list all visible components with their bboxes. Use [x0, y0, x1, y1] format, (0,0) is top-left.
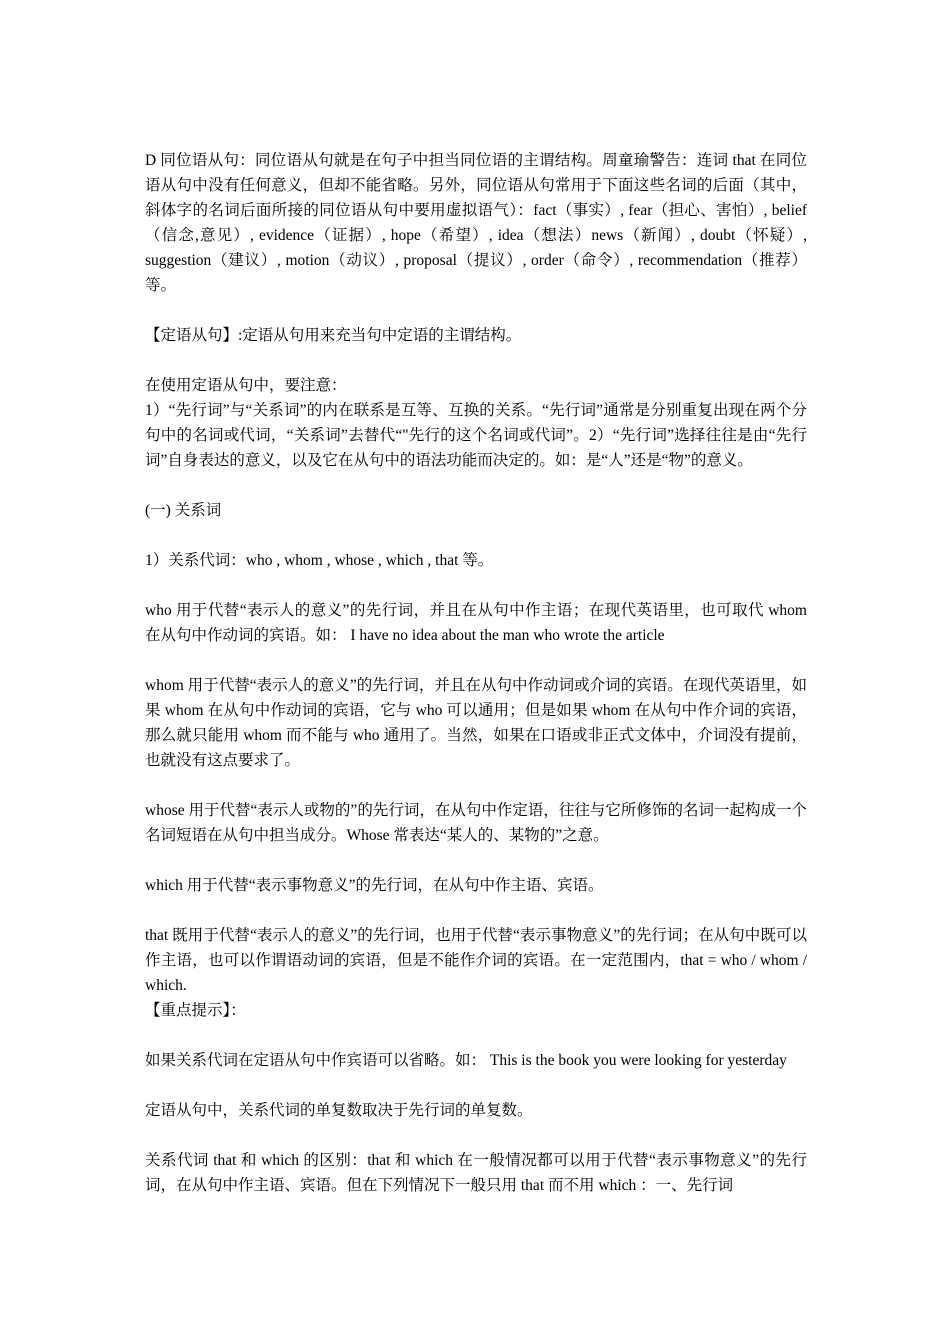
document-page — [145, 148, 807, 1223]
appositive-clause-paragraph: D 同位语从句：同位语从句就是在句子中担当同位语的主谓结构。周童瑜警告：连词 that 在同位语从句中没有任何意义，但却不能省略。另外，同位语从句常用于下面这些名词的后面（其中，斜体字的名词后面所接的同位语从句中要用虚拟语气）：fact（事实）, fear（担心、害怕）, belief（信念,意见）, evidence（证据）, hope（希望）, idea（想法）news（新闻）, doubt（怀疑）, suggestion（建议）, motion（动议）, proposal（提议）, order（命令）, recommendation（推荐）等。 — [145, 152, 807, 294]
relative-pronouns-list: 1）关系代词：who , whom , whose , which , that 等。 — [145, 552, 494, 569]
attributive-clause-heading: 【定语从句】:定语从句用来充当句中定语的主谓结构。 — [145, 327, 522, 344]
that-paragraph: that 既用于代替“表示人的意义”的先行词，也用于代替“表示事物意义”的先行词；在从句中既可以作主语，也可以作谓语动词的宾语，但是不能作介词的宾语。在一定范围内，that = who / whom / which. — [145, 927, 807, 994]
antecedent-notes-paragraph: 1）“先行词”与“关系词”的内在联系是互等、互换的关系。“先行词”通常是分别重复出现在两个分句中的名词或代词，“关系词”去替代“"先行的这个名词或代词”。2）“先行词”选择往往是由“先行词”自身表达的意义，以及它在从句中的语法功能而决定的。如：是“人”还是“物”的意义。 — [145, 402, 807, 469]
key-tips-heading: 【重点提示】： — [145, 1002, 246, 1019]
relative-words-heading: (一) 关系词 — [145, 502, 222, 519]
that-vs-which-paragraph: 关系代词 that 和 which 的区别：that 和 which 在一般情况都可以用于代替“表示事物意义”的先行词，在从句中作主语、宾语。但在下列情况下一般只用 that 而不用 which ：一、先行词 — [145, 1152, 807, 1194]
which-paragraph: which 用于代替“表示事物意义”的先行词，在从句中作主语、宾语。 — [145, 877, 604, 894]
attention-intro: 在使用定语从句中，要注意： — [145, 377, 347, 394]
omission-tip-paragraph: 如果关系代词在定语从句中作宾语可以省略。如： This is the book you were looking for yesterday — [145, 1052, 787, 1069]
number-agreement-paragraph: 定语从句中，关系代词的单复数取决于先行词的单复数。 — [145, 1102, 533, 1119]
who-paragraph: who 用于代替“表示人的意义”的先行词，并且在从句中作主语；在现代英语里，也可取代 whom 在从句中作动词的宾语。如： I have no idea about the man who wrote the article — [145, 602, 807, 644]
whom-paragraph: whom 用于代替“表示人的意义”的先行词，并且在从句中作动词或介词的宾语。在现代英语里，如果 whom 在从句中作动词的宾语，它与 who 可以通用；但是如果 whom 在从句中作介词的宾语，那么就只能用 whom 而不能与 who 通用了。当然，如果在口语或非正式文体中，介词没有提前，也就没有这点要求了。 — [145, 677, 807, 769]
whose-paragraph: whose 用于代替“表示人或物的”的先行词，在从句中作定语，往往与它所修饰的名词一起构成一个名词短语在从句中担当成分。Whose 常表达“某人的、某物的”之意。 — [145, 802, 807, 844]
